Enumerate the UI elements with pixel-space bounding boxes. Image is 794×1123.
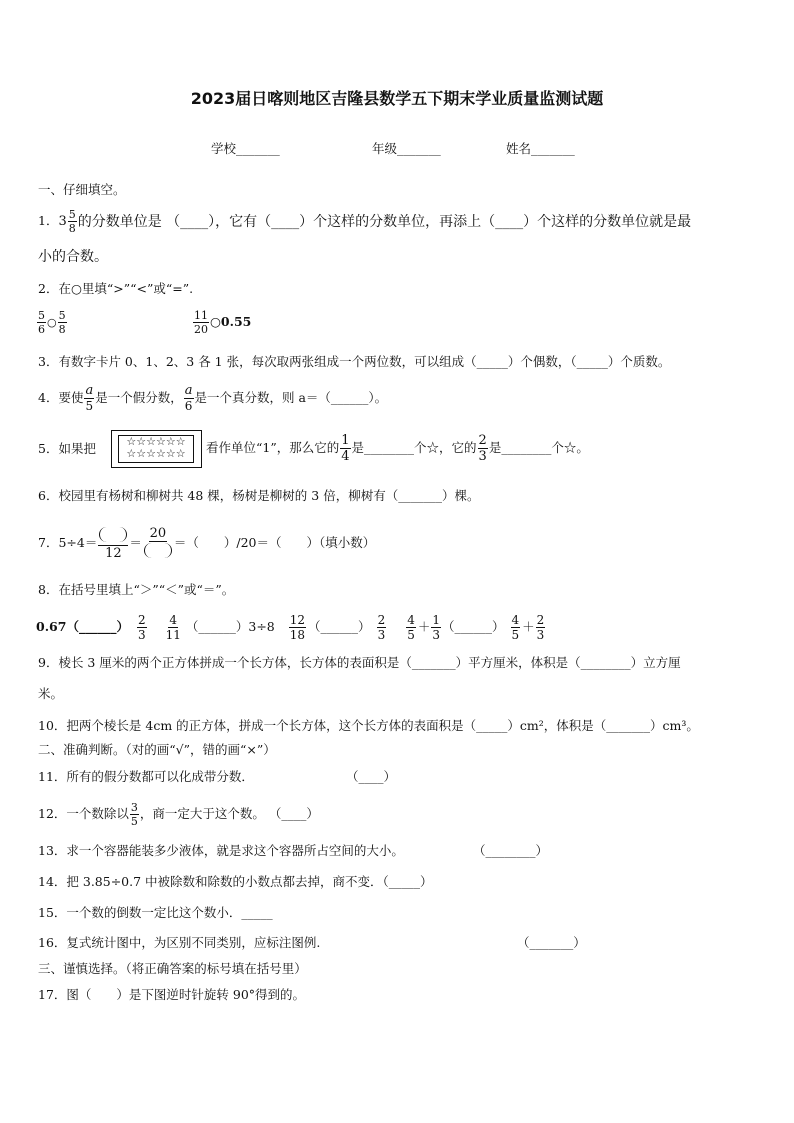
question-12 xyxy=(38,797,319,831)
q7-num2: 20 xyxy=(149,525,167,541)
q12-fraction xyxy=(130,802,139,827)
q1-denominator: 8 xyxy=(68,222,76,235)
q5-fraction-1 xyxy=(340,434,350,463)
q13-blank: （________） xyxy=(473,843,549,858)
q5-star-box xyxy=(111,430,202,468)
name-field: 姓名_______ xyxy=(506,141,575,156)
grade-field: 年级_______ xyxy=(372,141,441,156)
q8-e-fraction-1 xyxy=(511,614,521,641)
q5-star-inner xyxy=(118,435,194,463)
q2-b-rest: ○0.55 xyxy=(210,314,252,330)
q4-num1: a xyxy=(85,383,94,398)
q16-blank: （_______） xyxy=(517,935,586,950)
q2-part-b xyxy=(192,310,251,335)
q2-a-fraction-2 xyxy=(58,310,67,335)
q8-d-fraction-2 xyxy=(431,614,441,641)
q5-stars-row-1: ☆☆☆☆☆☆ xyxy=(126,435,186,448)
q7-equals: ＝ xyxy=(129,534,142,550)
section-1-heading: 一、仔细填空。 xyxy=(38,182,126,197)
question-11: 11．所有的假分数都可以化成带分数． xyxy=(38,769,254,784)
q8-d-num1: 4 xyxy=(407,612,415,627)
q8-e-plus: ＋ xyxy=(522,618,535,634)
q4-mid: 是一个假分数， xyxy=(95,389,183,405)
q8-c2-den: 3 xyxy=(377,627,386,642)
q8-e-num1: 4 xyxy=(511,612,520,627)
question-1 xyxy=(38,209,691,234)
question-10: 10．把两个棱长是 4cm 的正方体，拼成一个长方体，这个长方体的表面积是（_____）cm²，体积是（_______）cm³。 xyxy=(38,718,699,733)
q1-numerator: 5 xyxy=(68,208,76,221)
q8-b-num: 4 xyxy=(169,612,178,627)
q8-d-fraction-1 xyxy=(406,614,416,641)
question-16: 16．复式统计图中，为区别不同类别，应标注图例. xyxy=(38,935,321,950)
q5-fraction-2 xyxy=(478,434,488,463)
q5-mid2: 是________个☆，它的 xyxy=(351,439,477,455)
q5-stars-row-2: ☆☆☆☆☆☆ xyxy=(126,447,186,460)
q8-c-rest: （______） xyxy=(308,618,371,634)
page-title: 2023届日喀则地区吉隆县数学五下期末学业质量监测试题 xyxy=(190,89,604,108)
q8-d-den2: 3 xyxy=(432,627,440,642)
q5-num1: 1 xyxy=(341,432,350,448)
q7-pre: 7．5÷4＝ xyxy=(38,534,98,550)
q8-a-den: 3 xyxy=(137,627,146,642)
question-5 xyxy=(206,431,589,465)
question-13: 13．求一个容器能装多少液体，就是求这个容器所占空间的大小。 xyxy=(38,843,404,858)
q11-blank: （____） xyxy=(346,769,397,784)
q8-d-den1: 5 xyxy=(407,627,415,642)
q8-e-den2: 3 xyxy=(536,627,545,642)
q5-den1: 4 xyxy=(341,448,350,464)
q5-num2: 2 xyxy=(478,432,487,448)
q8-e-num2: 2 xyxy=(536,612,545,627)
q4-fraction-2 xyxy=(184,384,194,412)
q2-b-den: 20 xyxy=(194,323,208,336)
q8-c-fraction xyxy=(289,614,306,641)
q1-text: 的分数单位是 （____），它有（____）个这样的分数单位，再添上（____）个这样的分数单位就是最 xyxy=(77,213,692,230)
q8-c-den: 18 xyxy=(289,627,306,642)
q4-den2: 6 xyxy=(184,399,193,413)
q12-pre: 12．一个数除以 xyxy=(38,805,129,821)
q7-post: ＝（ ）/20＝（ ）（填小数） xyxy=(173,534,376,550)
q1-fraction xyxy=(68,209,77,234)
q5-post: 是________个☆。 xyxy=(488,439,589,455)
q8-e-fraction-2 xyxy=(536,614,546,641)
q5-pre: 5．如果把 xyxy=(38,441,96,456)
q5-mid: 看作单位“1”，那么它的 xyxy=(206,439,340,455)
question-3: 3．有数字卡片 0、1、2、3 各 1 张，每次取两张组成一个两位数，可以组成（_____）个偶数，（_____）个质数。 xyxy=(38,354,671,369)
q8-c2-num: 2 xyxy=(377,612,386,627)
q8-d-rest: （______） xyxy=(442,618,505,634)
q4-num2: a xyxy=(184,383,193,398)
q7-fraction-2 xyxy=(143,527,173,560)
q8-a-num: 2 xyxy=(137,612,146,627)
q8-b-den: 11 xyxy=(165,627,181,642)
school-field: 学校_______ xyxy=(211,141,280,156)
question-6: 6．校园里有杨树和柳树共 48 棵，杨树是柳树的 3 倍，柳树有（_______）棵。 xyxy=(38,488,480,503)
q1-whole: 3 xyxy=(58,214,67,229)
q2-a-circle: ○ xyxy=(47,316,57,329)
question-8: 8．在括号里填上“＞”“＜”或“＝”。 xyxy=(38,582,235,597)
question-17: 17．图（ ）是下图逆时针旋转 90°得到的。 xyxy=(38,987,306,1002)
question-7 xyxy=(38,521,375,565)
q8-d-num2: 1 xyxy=(432,612,440,627)
q12-den: 5 xyxy=(130,814,138,828)
q7-fraction-1 xyxy=(98,527,128,560)
section-2-heading: 二、准确判断。（对的画“√”，错的画“×”） xyxy=(38,742,276,757)
q8-e-den1: 5 xyxy=(511,627,520,642)
q1-line2: 小的合数。 xyxy=(38,249,108,265)
question-2: 2．在○里填“>”“<”或“=”. xyxy=(38,281,194,296)
q2-a-fraction-1 xyxy=(37,310,46,335)
q7-blank-numerator xyxy=(98,527,128,546)
q1-number: 1． xyxy=(38,213,59,229)
q2-a-num2: 5 xyxy=(58,309,66,322)
q1-mixed-number xyxy=(58,209,77,234)
q8-c-num: 12 xyxy=(289,612,306,627)
question-14: 14．把 3.85÷0.7 中被除数和除数的小数点都去掉，商不变．（_____） xyxy=(38,874,433,889)
q4-post: 是一个真分数，则 a＝（______）。 xyxy=(194,389,388,405)
q2-a-num1: 5 xyxy=(38,309,45,322)
q2-a-den2: 8 xyxy=(58,323,66,336)
q8-d-plus: ＋ xyxy=(417,618,431,634)
q4-den1: 5 xyxy=(85,399,94,413)
q8-b-rest: （______）3÷8 xyxy=(185,618,275,634)
q8-a: 0.67（______） xyxy=(36,618,129,634)
question-4 xyxy=(38,381,387,415)
q5-den2: 3 xyxy=(478,448,487,464)
q2-b-num: 11 xyxy=(194,309,208,322)
q2-part-a xyxy=(36,310,68,335)
q8-b-fraction xyxy=(165,614,182,641)
q7-blank-denominator xyxy=(143,542,173,560)
q7-den1: 12 xyxy=(105,545,122,561)
q9-line2: 米。 xyxy=(38,686,64,701)
q4-fraction-1 xyxy=(84,384,94,412)
q2-a-den1: 6 xyxy=(38,323,45,336)
q8-a-fraction xyxy=(137,614,147,641)
q12-num: 3 xyxy=(130,800,138,814)
q8-items xyxy=(36,608,546,646)
q2-b-fraction xyxy=(193,310,209,335)
question-9: 9．棱长 3 厘米的两个正方体拼成一个长方体，长方体的表面积是（_______）平方厘米，体积是（________）立方厘 xyxy=(38,655,681,670)
q8-c2-fraction xyxy=(377,614,387,641)
question-15: 15．一个数的倒数一定比这个数小．_____ xyxy=(38,905,273,920)
section-3-heading: 三、谨慎选择。（将正确答案的标号填在括号里） xyxy=(38,961,307,976)
q12-post: ，商一定大于这个数。 （____） xyxy=(139,805,319,821)
q4-pre: 4．要使 xyxy=(38,389,84,405)
